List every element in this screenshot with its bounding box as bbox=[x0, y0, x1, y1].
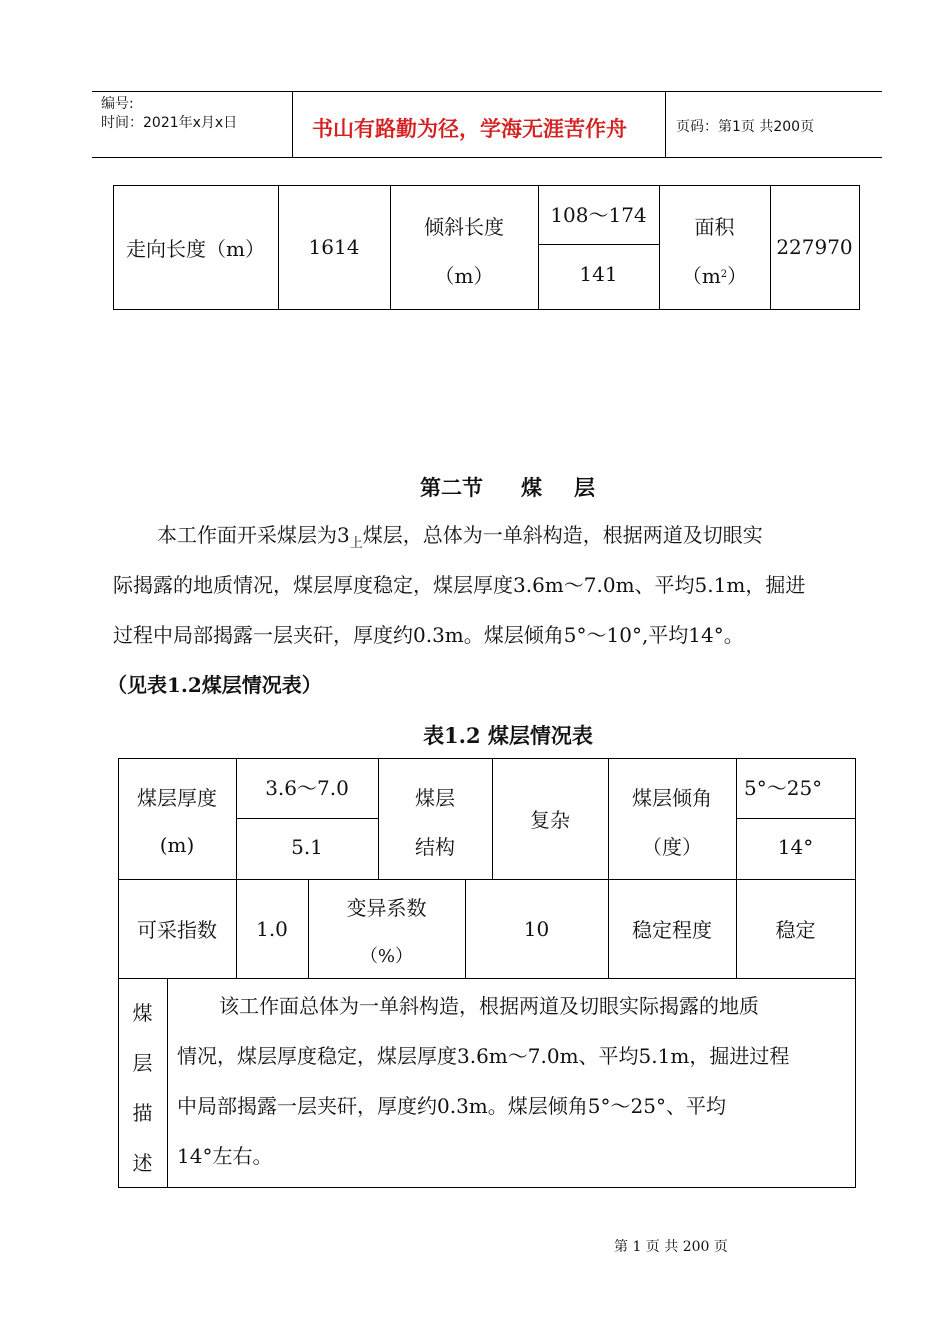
dip-range: 5°～25° bbox=[744, 775, 823, 800]
thickness-range: 3.6～7.0 bbox=[265, 775, 349, 800]
description-line-4: 14°左右。 bbox=[177, 1144, 273, 1168]
variation-label-2: （%） bbox=[359, 946, 414, 967]
header-motto: 书山有路勤为径，学海无涯苦作舟 bbox=[312, 117, 627, 141]
stability-value: 稳定 bbox=[775, 918, 816, 942]
area-unit-open: （m bbox=[681, 263, 721, 288]
description-label-char-2: 层 bbox=[132, 1051, 153, 1075]
description-label-char-3: 描 bbox=[132, 1101, 153, 1125]
strike-length-label: 走向长度（m） bbox=[126, 236, 265, 261]
dip-label-2: （度） bbox=[642, 834, 702, 859]
dip-label-1: 煤层倾角 bbox=[632, 785, 712, 810]
thickness-label-2: (m) bbox=[159, 833, 195, 857]
page-footer: 第 1 页 共 200 页 bbox=[614, 1239, 728, 1255]
area-label-2 bbox=[659, 254, 770, 294]
dip-length-avg: 141 bbox=[579, 262, 618, 286]
serial-label: 编号: bbox=[101, 96, 134, 112]
area-label-1: 面积 bbox=[694, 214, 735, 239]
dip-length-range: 108～174 bbox=[550, 202, 647, 227]
area-unit-superscript: 2 bbox=[720, 268, 728, 280]
description-line-2: 情况，煤层厚度稳定，煤层厚度3.6m～7.0m、平均5.1m，掘进过程 bbox=[177, 1044, 790, 1068]
strike-length-value: 1614 bbox=[308, 235, 360, 259]
dip-length-label-2: （m） bbox=[434, 263, 494, 288]
thickness-avg: 5.1 bbox=[291, 835, 323, 859]
body-paragraph-line-3: 过程中局部揭露一层夹矸，厚度约0.3m。煤层倾角5°～10°,平均14°。 bbox=[113, 623, 744, 647]
dip-avg: 14° bbox=[777, 835, 814, 859]
structure-label-2: 结构 bbox=[415, 834, 455, 859]
section-title-char-1: 煤 bbox=[521, 475, 542, 500]
body-paragraph-line-2: 际揭露的地质情况，煤层厚度稳定，煤层厚度3.6m～7.0m、平均5.1m，掘进 bbox=[113, 573, 806, 597]
stability-label: 稳定程度 bbox=[632, 918, 712, 942]
description-line-3: 中局部揭露一层夹矸，厚度约0.3m。煤层倾角5°～25°、平均 bbox=[177, 1094, 726, 1118]
area-value: 227970 bbox=[776, 235, 853, 259]
description-line-1: 该工作面总体为一单斜构造，根据两道及切眼实际揭露的地质 bbox=[219, 994, 759, 1018]
page-code: 页码：第1页 共200页 bbox=[676, 119, 815, 135]
structure-value: 复杂 bbox=[530, 808, 570, 832]
section-title-number: 第二节 bbox=[420, 475, 483, 500]
variation-value: 10 bbox=[523, 916, 550, 941]
time-label: 时间：2021年x月x日 bbox=[101, 115, 238, 131]
para-1-end: 煤层，总体为一单斜构造，根据两道及切眼实 bbox=[362, 523, 763, 547]
table-caption: 表1.2 煤层情况表 bbox=[423, 723, 593, 748]
mineable-label: 可采指数 bbox=[137, 918, 217, 942]
para-1-start: 本工作面开采煤层为3 bbox=[157, 523, 350, 547]
description-label-char-1: 煤 bbox=[132, 1001, 153, 1025]
table-reference: （见表1.2煤层情况表） bbox=[107, 673, 322, 697]
structure-label-1: 煤层 bbox=[415, 785, 455, 810]
section-title-char-2: 层 bbox=[574, 475, 595, 500]
thickness-label-1: 煤层厚度 bbox=[137, 785, 217, 810]
description-label bbox=[118, 988, 167, 1188]
body-paragraph-line-1 bbox=[157, 511, 857, 568]
variation-label-1: 变异系数 bbox=[346, 895, 427, 920]
dip-length-label-1: 倾斜长度 bbox=[424, 214, 504, 239]
area-unit-close: ） bbox=[727, 263, 748, 288]
mineable-value: 1.0 bbox=[256, 916, 288, 941]
para-1-subscript: 上 bbox=[349, 536, 363, 551]
description-text bbox=[177, 981, 849, 1181]
description-label-char-4: 述 bbox=[132, 1151, 153, 1175]
